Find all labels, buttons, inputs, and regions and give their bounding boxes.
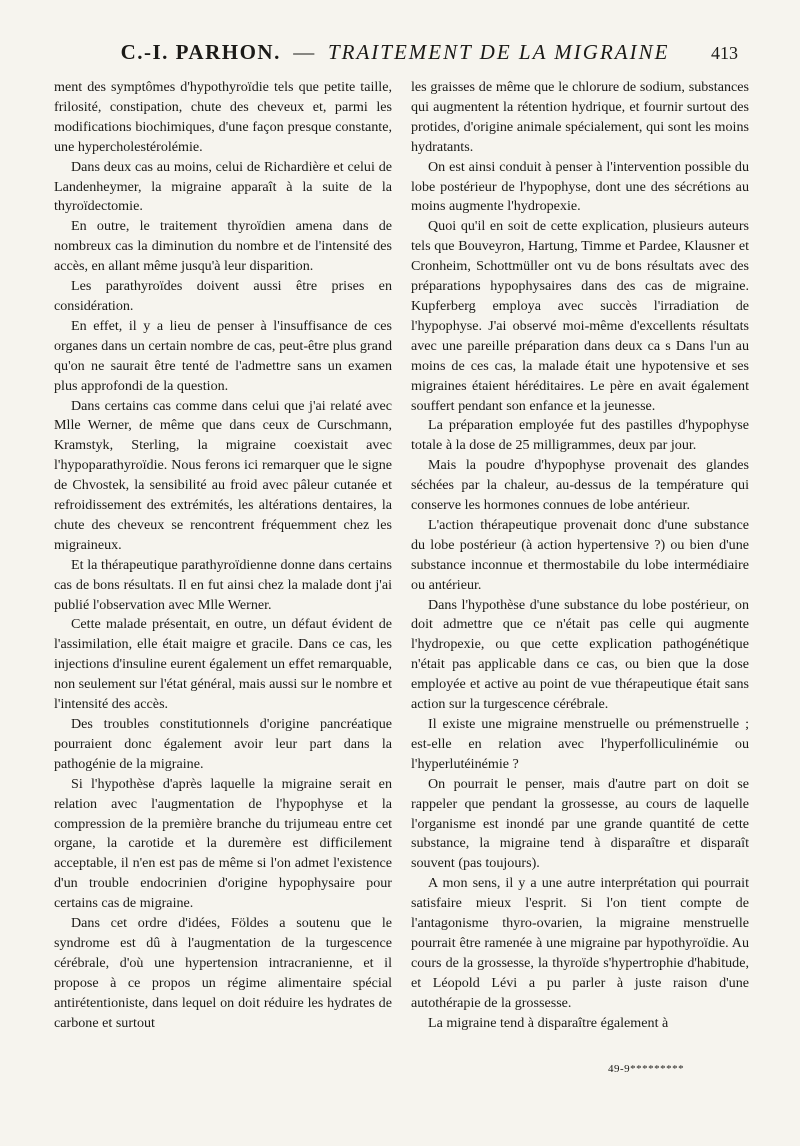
paragraph: Les parathyroïdes doivent aussi être prises en considération. — [54, 278, 392, 314]
paragraph: Quoi qu'il en soit de cette explication, plusieurs auteurs tels que Bouveyron, Hartung, Timme et Pardee, Klausner et Cronheim, Schottmüller ont vu de bons résultats avec des préparations hypophysaires dans des cas de migraine. Kupferberg employa avec succès l'irradiation de l'hypophyse. J'ai observé moi-même d'excellents résultats avec une pareille préparation dans deux ca s Dans l'un au moins de ces cas, la malade était une hypotensive et ses migraines étaient héréditaires. Le père en avait également souffert pendant son enfance et la jeunesse. — [411, 218, 749, 414]
article-title: TRAITEMENT DE LA MIGRAINE — [327, 40, 670, 64]
paragraph: L'action thérapeutique provenait donc d'une substance du lobe postérieur (à action hypertensive ?) ou bien d'une substance inconnue et thermostabile du lobe intermédiaire ou antérieur. — [411, 516, 749, 593]
running-title — [52, 38, 738, 66]
paragraph: Des troubles constitutionnels d'origine pancréatique pourraient donc également avoir leur part dans la pathogénie de la migraine. — [54, 716, 392, 772]
paragraph: En effet, il y a lieu de penser à l'insuffisance de ces organes dans un certain nombre de cas, peut-être plus grand qu'on ne saurait être tenté de l'admettre sans un examen plus approfondi de la question. — [54, 317, 392, 394]
paragraph: On est ainsi conduit à penser à l'intervention possible du lobe postérieur de l'hypophyse, dont une des sécrétions au moins augmente l'hydropexie. — [411, 158, 749, 215]
page-number: 413 — [711, 43, 738, 63]
paragraph: A mon sens, il y a une autre interprétation qui pourrait satisfaire mieux l'esprit. Si l'on tient compte de l'antagonisme thyro-ovarien, la migraine menstruelle pourrait être ramenée à une migraine par hypothyroïdie. Au cours de la grossesse, la thyroïde s'hypertrophie d'habitude, et Léopold Lévi a pu parler à juste raison d'une autothérapie de la grossesse. — [411, 875, 749, 1011]
paragraph: La migraine tend à disparaître également à — [428, 1014, 669, 1031]
paragraph: Si l'hypothèse d'après laquelle la migraine serait en relation avec l'augmentation de l'hypophyse et la compression de la première branche du trijumeau entre cet organe, la carotide et la duremère est difficilement acceptable, il n'en est pas de même si l'on admet l'existence d'un trouble endocrinien d'origine hypophysaire pour certains cas de migraine. — [54, 775, 392, 912]
paragraph: Dans certains cas comme dans celui que j'ai relaté avec Mlle Werner, de même que dans ceux de Curschmann, Kramstyk, Sterling, la migraine coexistait avec l'hypoparathyroïdie. Nous ferons ici remarquer que le signe de Chvostek, la sensibilité au froid avec pâleur cutanée et refroidissement des extrémités, les altérations dentaires, la chute des cheveux se rencontrent fréquemment chez les migraineux. — [54, 397, 392, 553]
paragraph: En outre, le traitement thyroïdien amena dans de nombreux cas la diminution du nombre et de l'intensité des accès, en allant même jusqu'à leur disparition. — [54, 218, 392, 275]
paragraph: ment des symptômes d'hypothyroïdie tels que petite taille, frilosité, constipation, chute des cheveux et, parmi les modifications biochimiques, d'une façon presque constante, une hypercholestérolémie. — [54, 79, 392, 155]
paragraph: Dans deux cas au moins, celui de Richardière et celui de Landenheymer, la migraine apparaît à la suite de la thyroïdectomie. — [54, 158, 392, 215]
right-column — [411, 78, 749, 1034]
paragraph: Dans l'hypothèse d'une substance du lobe postérieur, on doit admettre que ce n'était pas celle qui augmente l'hydropexie, ou que cette explication pathogénétique n'était pas applicable dans ce cas, ou bien que la dose employée et active au point de vue thérapeutique était sans action sur la turgescence cérébrale. — [411, 596, 749, 713]
paragraph: La préparation employée fut des pastilles d'hypophyse totale à la dose de 25 milligrammes, deux par jour. — [411, 417, 749, 454]
paragraph: Mais la poudre d'hypophyse provenait des glandes séchées par la chaleur, au-dessus de la température qui conserve les hormones connues de lobe antérieur. — [411, 457, 749, 514]
paragraph: On pourrait le penser, mais d'autre part on doit se rappeler que pendant la grossesse, au cours de laquelle l'organisme est inondé par une grande quantité de cette substance, la migraine tend à disparaître et disparaît souvent (pas toujours). — [411, 775, 749, 872]
paragraph: Dans cet ordre d'idées, Földes a soutenu que le syndrome est dû à l'augmentation de la turgescence cérébrale, d'où une hypertension intracranienne, et il propose à ce propos un régime alimentaire spécial antirétentioniste, dans lequel on doit réduire les hydrates de carbone et surtout — [54, 915, 392, 1031]
author-name: C.-I. PARHON. — [120, 40, 281, 64]
left-column — [54, 78, 392, 1034]
paragraph: Il existe une migraine menstruelle ou prémenstruelle ; est-elle en relation avec l'hyperfolliculinémie ou l'hyperlutéinémie ? — [411, 716, 749, 772]
paragraph: les graisses de même que le chlorure de sodium, substances qui augmentent la rétention hydrique, et fournir surtout des protides, d'origine animale spécialement, qui sont les moins hydratants. — [411, 79, 749, 155]
running-header — [52, 38, 738, 70]
title-separator: — — [293, 40, 316, 64]
paragraph: Cette malade présentait, en outre, un défaut évident de l'assimilation, elle était maigre et gracile. Dans ce cas, les injections d'insuline eurent également un effet remarquable, non seulement sur l'état général, mais aussi sur le nombre et l'intensité des accès. — [54, 616, 392, 713]
paragraph: Et la thérapeutique parathyroïdienne donne dans certains cas de bons résultats. Il en fut ainsi chez la malade dont j'ai publié l'observation avec Mlle Werner. — [54, 556, 392, 613]
signature-mark: 49-9********* — [608, 1063, 685, 1075]
